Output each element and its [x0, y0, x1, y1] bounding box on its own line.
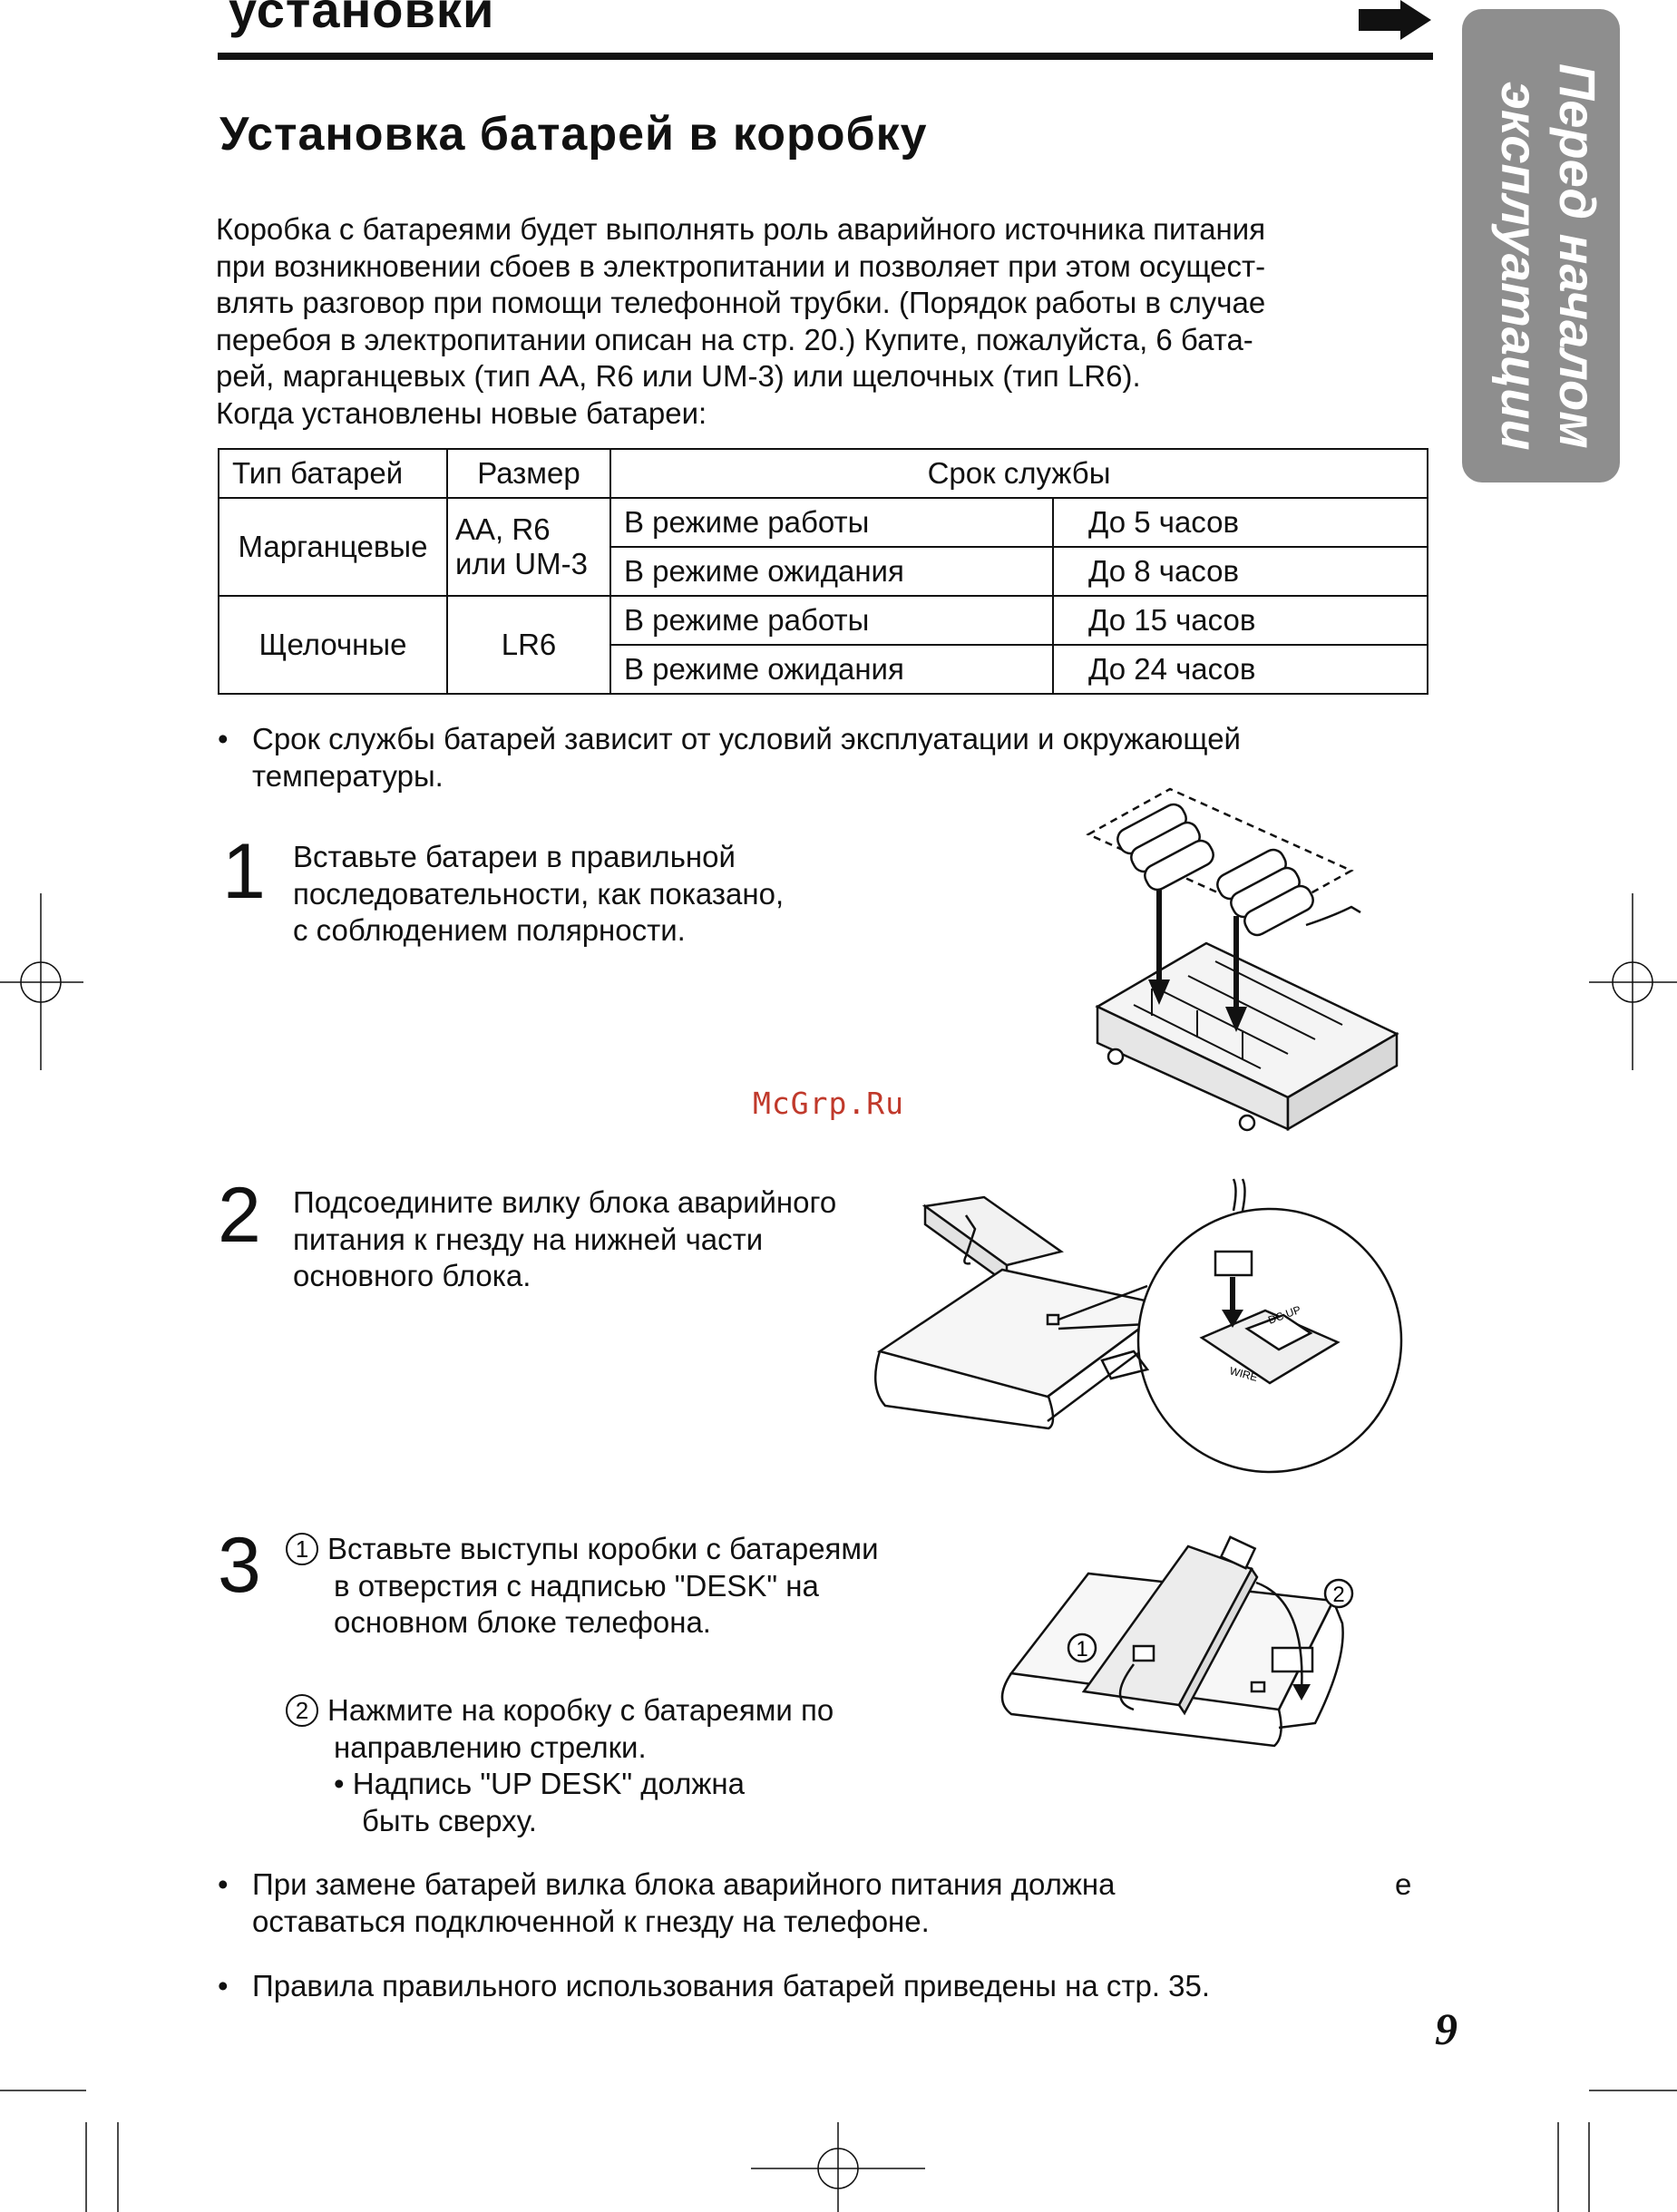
step-line: направлению стрелки. — [334, 1730, 647, 1764]
note-line: Срок службы батарей зависит от условий эксплуатации и окружающей — [252, 722, 1241, 755]
table-cell-life: До 15 часов — [1053, 596, 1428, 645]
intro-line: рей, марганцевых (тип AA, R6 или UM-3) или щелочных (тип LR6). — [216, 359, 1141, 393]
table-cell-mode: В режиме работы — [610, 596, 1053, 645]
step-line: с соблюдением полярности. — [293, 913, 686, 947]
intro-line: при возникновении сбоев в электропитании и позволяет при этом осущест- — [216, 248, 1266, 283]
table-cell-type: Щелочные — [219, 596, 447, 694]
bullet-icon: • — [218, 1867, 229, 1901]
step-line: Вставьте выступы коробки с батареями — [327, 1532, 879, 1565]
bullet-icon: • — [218, 722, 229, 755]
side-tab-line-1: Перед началом — [1549, 63, 1606, 449]
note-line: Правила правильного использования батарей приведены на стр. 35. — [252, 1969, 1211, 2002]
note-line: оставаться подключенной к гнезду на телефоне. — [252, 1904, 930, 1938]
side-tab-line-2: эксплуатации — [1491, 82, 1548, 451]
note-line: температуры. — [252, 758, 444, 793]
table-header-life: Срок службы — [610, 449, 1428, 498]
intro-line: Коробка с батареями будет выполнять роль аварийного источника питания — [216, 212, 1266, 246]
note-line-tail: е — [1395, 1867, 1412, 1901]
step-line: основном блоке телефона. — [334, 1605, 711, 1639]
figure-mark-1: 1 — [1076, 1637, 1088, 1661]
table-cell-life: До 24 часов — [1053, 645, 1428, 694]
step-1-number: 1 — [222, 828, 266, 915]
step-line: Подсоедините вилку блока аварийного — [293, 1185, 837, 1219]
table-cell-type: Марганцевые — [219, 498, 447, 596]
table-header-size: Размер — [447, 449, 610, 498]
circled-number: 2 — [286, 1694, 318, 1727]
table-cell-mode: В режиме ожидания — [610, 547, 1053, 596]
intro-line: Когда установлены новые батареи: — [216, 395, 707, 430]
table-cell-size: LR6 — [447, 596, 610, 694]
step-line: последовательности, как показано, — [293, 876, 785, 911]
step-line: быть сверху. — [362, 1803, 537, 1837]
bullet-icon: • — [218, 1969, 229, 2002]
step-line: Надпись "UP DESK" должна — [352, 1767, 746, 1800]
step-line: Нажмите на коробку с батареями по — [327, 1693, 834, 1727]
page-number: 9 — [1435, 2003, 1458, 2054]
step-3-number: 3 — [218, 1522, 261, 1609]
jack-label-bottom: WIRE — [1228, 1364, 1260, 1385]
step-line: Вставьте батареи в правильной — [293, 840, 736, 873]
step-line: в отверстия с надписью "DESK" на — [334, 1568, 819, 1603]
step-line: основного блока. — [293, 1259, 531, 1292]
section-title: Установка батарей в коробку — [219, 108, 928, 161]
intro-line: перебоя в электропитании описан на стр. 20.) Купите, пожалуйста, 6 бата- — [216, 322, 1253, 356]
table-cell-mode: В режиме работы — [610, 498, 1053, 547]
step-2-number: 2 — [218, 1172, 261, 1259]
intro-line: влять разговор при помощи телефонной трубки. (Порядок работы в случае — [216, 286, 1266, 319]
table-cell-life: До 5 часов — [1053, 498, 1428, 547]
bullet-icon: • — [334, 1767, 345, 1800]
table-header-type: Тип батарей — [219, 449, 447, 498]
circled-number: 1 — [286, 1533, 318, 1565]
table-cell-mode: В режиме ожидания — [610, 645, 1053, 694]
figure-mark-2: 2 — [1332, 1583, 1345, 1607]
watermark-text: McGrp.Ru — [753, 1086, 904, 1121]
table-cell-size: AA, R6 или UM-3 — [447, 498, 610, 596]
jack-label-top: DC UP — [1266, 1302, 1303, 1327]
note-line: При замене батарей вилка блока аварийного питания должна — [252, 1867, 1116, 1901]
table-cell-life: До 8 часов — [1053, 547, 1428, 596]
header-title: установки — [229, 0, 495, 38]
step-line: питания к гнезду на нижней части — [293, 1222, 764, 1256]
